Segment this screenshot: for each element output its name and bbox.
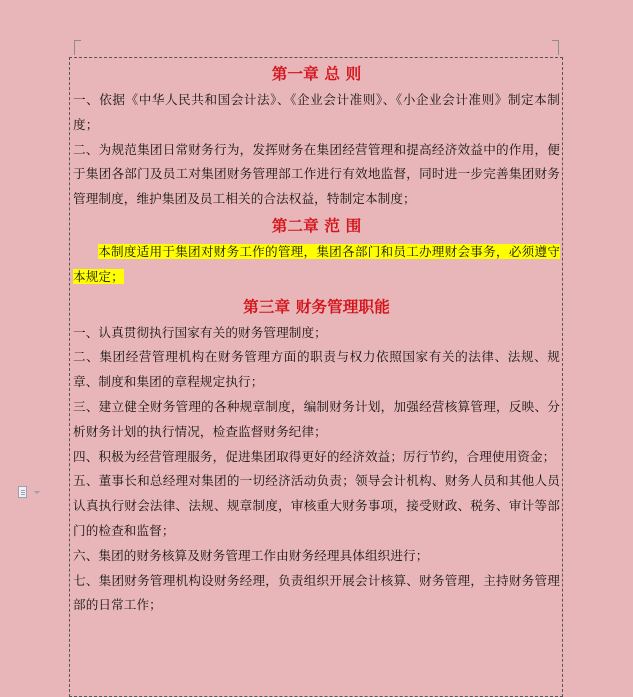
chapter-3-paragraph-5: 五、董事长和总经理对集团的一切经济活动负责；领导会计机构、财务人员和其他人员认真执行财会法律、法规、规章制度，审核重大财务事项，接受财政、税务、审计等部门的检查和监督； <box>73 473 560 538</box>
chapter-3-paragraph-1: 一、认真贯彻执行国家有关的财务管理制度； <box>73 324 327 340</box>
margin-corner-top-left <box>74 40 81 55</box>
chapter-3-paragraph-7: 七、集团财务管理机构设财务经理，负责组织开展会计核算、财务管理，主持财务管理部的日常工作； <box>73 572 560 613</box>
document-icon[interactable] <box>18 486 27 498</box>
chapter-3-paragraph-2: 二、集团经营管理机构在财务管理方面的职责与权力依照国家有关的法律、法规、规章、制度和集团的章程规定执行； <box>73 349 560 390</box>
margin-corner-top-right <box>552 40 559 55</box>
chapter-3-paragraph-6: 六、集团的财务核算及财务管理工作由财务经理具体组织进行； <box>73 547 429 563</box>
chapter-3-paragraph-4: 四、积极为经营管理服务，促进集团取得更好的经济效益；厉行节约，合理使用资金； <box>73 448 556 464</box>
document-body[interactable] <box>73 60 560 618</box>
chapter-2-paragraph <box>73 240 560 290</box>
chapter-3-paragraph-3: 三、建立健全财务管理的各种规章制度，编制财务计划，加强经营核算管理，反映、分析财务计划的执行情况，检查监督财务纪律； <box>73 398 560 439</box>
chapter-2-title: 第二章 范 围 <box>271 216 362 235</box>
chapter-1-paragraph-2: 二、为规范集团日常财务行为，发挥财务在集团经营管理和提高经济效益中的作用，便于集团各部门及员工对集团财务管理部工作进行有效地监督，同时进一步完善集团财务管理制度，维护集团及员工相关的合法权益，特制定本制度； <box>73 141 560 207</box>
chapter-1-title: 第一章 总 则 <box>271 65 362 83</box>
chapter-1-paragraph-1: 一、依据《中华人民共和国会计法》、《企业会计准则》、《小企业会计准则》制定本制度； <box>73 92 560 132</box>
highlighted-text: 本制度适用于集团对财务工作的管理，集团各部门和员工办理财会事务，必须遵守本规定； <box>73 243 560 284</box>
chevron-down-icon[interactable] <box>34 491 40 494</box>
chapter-3-title: 第三章 财务管理职能 <box>243 297 390 316</box>
